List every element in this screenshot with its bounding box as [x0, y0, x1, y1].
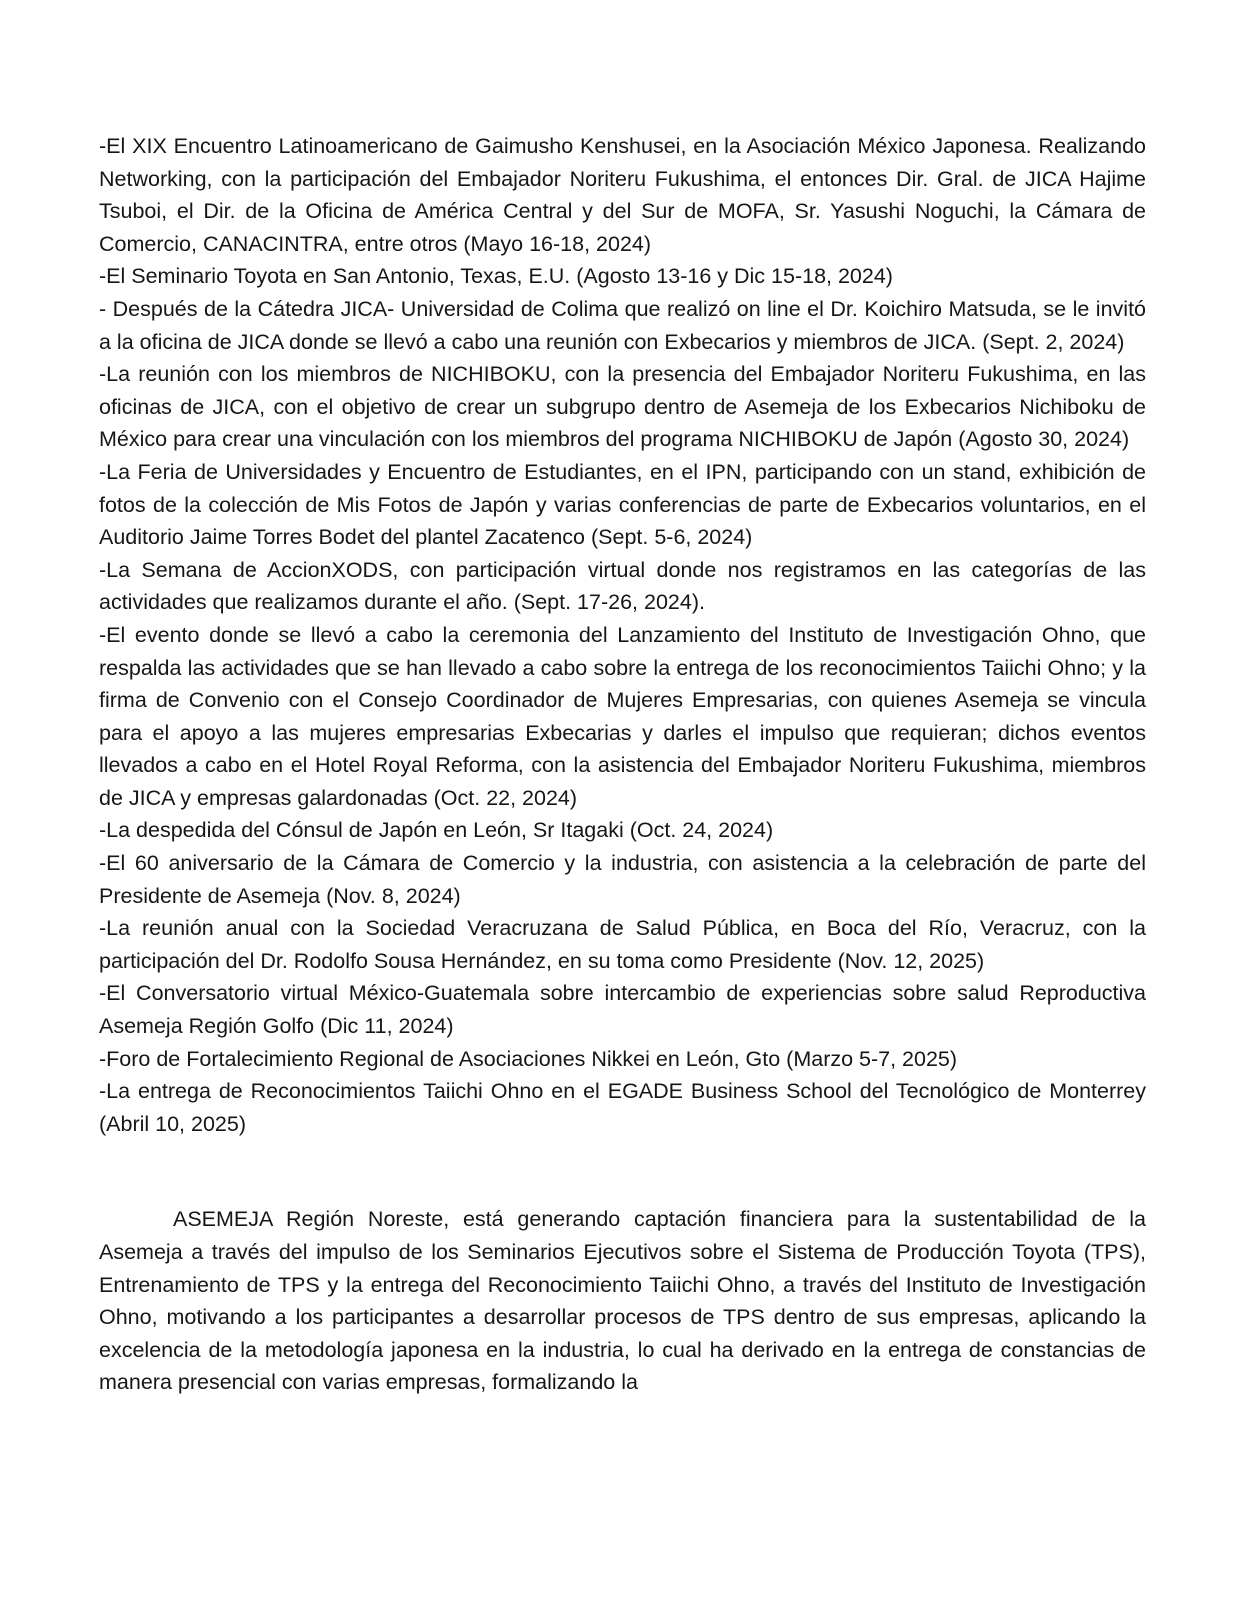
event-list-item: -El 60 aniversario de la Cámara de Comercio y la industria, con asistencia a la celebración de parte del Presidente de Asemeja (Nov. 8, 2024) [99, 851, 1146, 908]
closing-paragraph: ASEMEJA Región Noreste, está generando captación financiera para la sustentabilidad de la Asemeja a través del impulso de los Seminarios Ejecutivos sobre el Sistema de Producción Toyota (TPS), Entrenamiento de TPS y la entrega del Reconocimiento Taiichi Ohno, a través del Instituto de Investigación Ohno, motivando a los participantes a desarrollar procesos de TPS dentro de sus empresas, aplicando la excelencia de la metodología japonesa en la industria, lo cual ha derivado en la entrega de constancias de manera presencial con varias empresas, formalizando la [99, 1207, 1146, 1395]
event-list-item: -La Semana de AccionXODS, con participación virtual donde nos registramos en las categorías de las actividades que realizamos durante el año. (Sept. 17-26, 2024). [99, 557, 1146, 615]
event-list-item: -La reunión anual con la Sociedad Veracruzana de Salud Pública, en Boca del Río, Veracruz, con la participación del Dr. Rodolfo Sousa Hernández, en su toma como Presidente (Nov. 12, 2025) [99, 916, 1146, 973]
event-list-item: -La despedida del Cónsul de Japón en León, Sr Itagaki (Oct. 24, 2024) [99, 818, 774, 843]
event-list-item: -La entrega de Reconocimientos Taiichi Ohno en el EGADE Business School del Tecnológico de Monterrey (Abril 10, 2025) [99, 1079, 1146, 1136]
event-list-item: -El Conversatorio virtual México-Guatemala sobre intercambio de experiencias sobre salud Reproductiva Asemeja Región Golfo (Dic 11, 2024) [99, 981, 1146, 1039]
event-list-item: -La Feria de Universidades y Encuentro de Estudiantes, en el IPN, participando con un stand, exhibición de fotos de la colección de Mis Fotos de Japón y varias conferencias de parte de Exbecarios voluntarios, en el Auditorio Jaime Torres Bodet del plantel Zacatenco (Sept. 5-6, 2024) [99, 459, 1146, 550]
event-list-item: -El evento donde se llevó a cabo la ceremonia del Lanzamiento del Instituto de Investigación Ohno, que respalda las actividades que se han llevado a cabo sobre la entrega de los reconocimientos Taiichi Ohno; y la firma de Convenio con el Consejo Coordinador de Mujeres Empresarias, con quienes Asemeja se vincula para el apoyo a las mujeres empresarias Exbecarias y darles el impulso que requieran; dichos eventos llevados a cabo en el Hotel Royal Reforma, con la asistencia del Embajador Noriteru Fukushima, miembros de JICA y empresas galardonadas (Oct. 22, 2024) [99, 622, 1146, 810]
page-text-block [99, 130, 1146, 1399]
event-list-item: - Después de la Cátedra JICA- Universidad de Colima que realizó on line el Dr. Koichiro Matsuda, se le invitó a la oficina de JICA donde se llevó a cabo una reunión con Exbecarios y miembros de JICA. (Sept. 2, 2024) [99, 296, 1146, 354]
event-list-item: -El XIX Encuentro Latinoamericano de Gaimusho Kenshusei, en la Asociación México Japonesa. Realizando Networking, con la participación del Embajador Noriteru Fukushima, el entonces Dir. Gral. de JICA Hajime Tsuboi, el Dir. de la Oficina de América Central y del Sur de MOFA, Sr. Yasushi Noguchi, la Cámara de Comercio, CANACINTRA, entre otros (Mayo 16-18, 2024) [99, 134, 1146, 256]
event-list-item: -La reunión con los miembros de NICHIBOKU, con la presencia del Embajador Noriteru Fukushima, en las oficinas de JICA, con el objetivo de crear un subgrupo dentro de Asemeja de los Exbecarios Nichiboku de México para crear una vinculación con los miembros del programa NICHIBOKU de Japón (Agosto 30, 2024) [99, 362, 1146, 452]
event-list-item: -El Seminario Toyota en San Antonio, Texas, E.U. (Agosto 13-16 y Dic 15-18, 2024) [99, 264, 893, 289]
event-list-item: -Foro de Fortalecimiento Regional de Asociaciones Nikkei en León, Gto (Marzo 5-7, 2025) [99, 1046, 958, 1071]
